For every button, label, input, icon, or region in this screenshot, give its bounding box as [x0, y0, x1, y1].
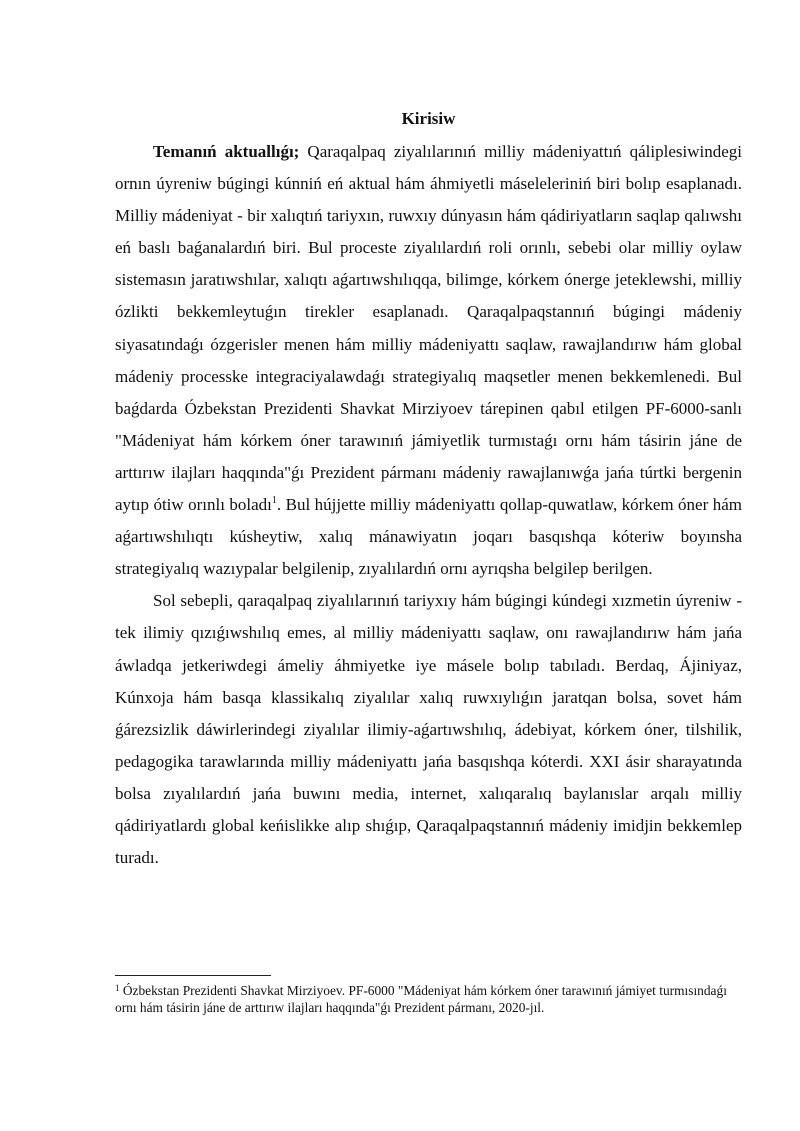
document-body: [115, 106, 742, 874]
paragraph-1: [115, 136, 742, 585]
topic-relevance-heading: Temanıń aktuallıǵı;: [153, 142, 300, 161]
paragraph-2: Sol sebepli, qaraqalpaq ziyalılarınıń tariyxıy hám búgingi kúndegi xızmetin úyreniw - tek ilimiy qızıǵıwshılıq emes, al milliy mádeniyattı saqlaw, onı rawajlandırıw hám jańa áwladqa jetkeriwdegi ámeliy áhmiyetke iye másele bolıp tabıladı. Berdaq, Ájiniyaz, Kúnxoja hám basqa klassikalıq ziyalılar xalıq ruwxıylıǵın jaratqan bolsa, sovet hám ǵárezsizlik dáwirlerindegi ziyalılar ilimiy-aǵartıwshılıq, ádebiyat, kórkem óner, tilshilik, pedagogika tarawlarında milliy mádeniyattı jańa basqıshqa kóterdi. XXI ásir sharayatında bolsa zıyalılardıń jańa buwını media, internet, xalıqaralıq baylanıslar arqalı milliy qádiriyatlardı global keńislikke alıp shıǵıp, Qaraqalpaqstannıń mádeniy imidjin bekkemlep turadı.: [115, 591, 742, 868]
footnote-reference[interactable]: 1: [271, 495, 277, 507]
footnote-text: Ózbekstan Prezidenti Shavkat Mirziyoev. PF-6000 "Mádeniyat hám kórkem óner tarawınıń jámiyet turmısındaǵı ornı hám tásirin jáne de arttırıw ilajları haqqında"ǵı Prezident pármanı, 2020-jıl.: [115, 983, 727, 1015]
paragraph-1-text-b: . Bul hújjette milliy mádeniyattı qollap-quwatlaw, kórkem óner hám aǵartıwshılıqtı kúsheytiw, xalıq mánawiyatın joqarı basqıshqa kóteriw boyınsha strategiyalıq wazıypalar belgilenip, zıyalılardıń ornı ayrıqsha belgilep berilgen.: [115, 495, 742, 579]
footnote-marker: 1: [115, 983, 120, 993]
paragraph-1-text-a: Qaraqalpaq ziyalılarınıń milliy mádeniyattıń qáliplesiwindegi ornın úyreniw búgingi kúnniń eń aktual hám áhmiyetli máseleleriniń biri bolıp esaplanadı. Milliy mádeniyat - bir xalıqtıń tariyxın, ruwxıy dúnyasın hám qádiriyatların saqlap qalıwshı eń baslı baǵanalardıń biri. Bul proceste ziyalılardıń roli orınlı, sebebi olar milliy oylaw sistemasın jaratıwshılar, xalıqtı aǵartıwshılıqqa, bilimge, kórkem ónerge jeteklewshi, milliy ózlikti bekkemleytuǵın tirekler esaplanadı. Qaraqalpaqstannıń búgingi mádeniy siyasatındaǵı ózgerisler menen hám milliy mádeniyattı saqlaw, rawajlandırıw hám global mádeniy processke integraciyalawdaǵı strategiyalıq maqsetler menen bekkemlenedi. Bul baǵdarda Ózbekstan Prezidenti Shavkat Mirziyoev tárepinen qabıl etilgen PF-6000-sanlı "Mádeniyat hám kórkem óner tarawınıń jámiyetlik turmıstaǵı ornı hám tásirin jáne de arttırıw ilajları haqqında"ǵı Prezident pármanı mádeniy rawajlanıwǵa jańa túrtki bergenin aytıp ótiw orınlı boladı: [115, 142, 743, 515]
footnote-1: [115, 982, 742, 1016]
section-title: Kirisiw: [401, 109, 456, 128]
footnote-area: [115, 975, 742, 1016]
footnote-divider: [115, 975, 271, 976]
